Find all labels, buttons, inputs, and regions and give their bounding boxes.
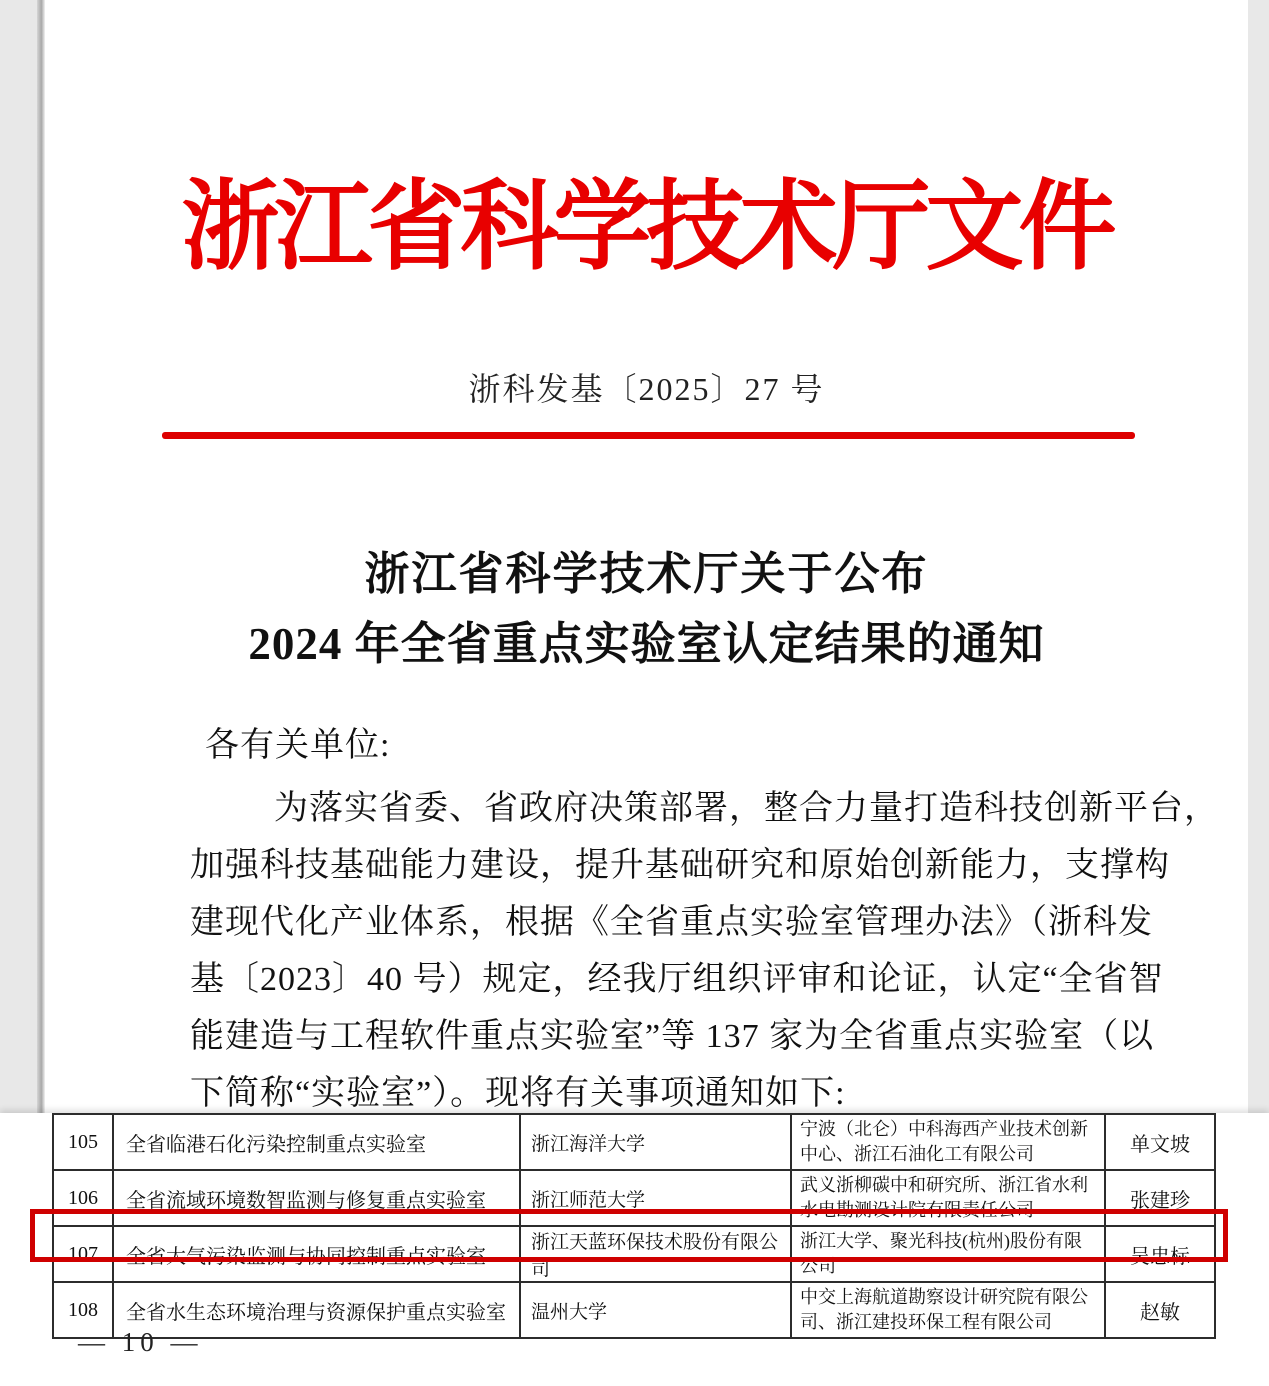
page-edge-shadow [37,0,45,1113]
body-line: 下简称“实验室”）。现将有关事项通知如下: [190,1075,846,1112]
lab-name: 全省流域环境数智监测与修复重点实验室 [113,1170,520,1226]
table-row [53,1114,1215,1170]
row-number: 105 [53,1114,113,1170]
letterhead-title: 浙江省科学技术厅文件 [181,174,1112,282]
lab-table-section [0,1113,1269,1386]
notice-title-line1: 浙江省科学技术厅关于公布 [364,549,929,599]
notice-title-line2: 2024 年全省重点实验室认定结果的通知 [248,619,1045,669]
body-line: 基〔2023〕40 号）规定，经我厅组织评审和论证，认定“全省智 [190,961,1164,998]
lab-director: 张建珍 [1105,1170,1215,1226]
partner-units: 宁波（北仑）中科海西产业技术创新中心、浙江石油化工有限公司 [791,1114,1105,1170]
host-unit: 浙江海洋大学 [520,1114,791,1170]
body-line: 建现代化产业体系，根据《全省重点实验室管理办法》（浙科发 [190,904,1153,941]
page-number: — 10 — [78,1327,203,1357]
partner-units: 浙江大学、聚光科技(杭州)股份有限公司 [791,1226,1105,1282]
document-number: 浙科发基〔2025〕27 号 [468,371,825,407]
lab-director: 赵敏 [1105,1282,1215,1338]
host-unit: 温州大学 [520,1282,791,1338]
row-number: 108 [53,1282,113,1338]
host-unit: 浙江师范大学 [520,1170,791,1226]
body-line: 为落实省委、省政府决策部署，整合力量打造科技创新平台， [274,790,1219,827]
salutation: 各有关单位: [205,727,391,764]
partner-units: 中交上海航道勘察设计研究院有限公司、浙江建投环保工程有限公司 [791,1282,1105,1338]
lab-director: 吴忠标 [1105,1226,1215,1282]
red-divider-line [162,432,1135,439]
lab-name: 全省临港石化污染控制重点实验室 [113,1114,520,1170]
table-row [53,1282,1215,1338]
lab-director: 单文坡 [1105,1114,1215,1170]
lab-name: 全省水生态环境治理与资源保护重点实验室 [113,1282,520,1338]
body-paragraph [190,780,1219,1122]
body-line: 加强科技基础能力建设，提升基础研究和原始创新能力，支撑构 [190,847,1170,884]
host-unit: 浙江天蓝环保技术股份有限公司 [520,1226,791,1282]
row-number: 107 [53,1226,113,1282]
lab-name: 全省大气污染监测与协同控制重点实验室 [113,1226,520,1282]
partner-units: 武义浙柳碳中和研究所、浙江省水利水电勘测设计院有限责任公司 [791,1170,1105,1226]
body-line: 能建造与工程软件重点实验室”等 137 家为全省重点实验室（以 [190,1018,1155,1055]
row-number: 106 [53,1170,113,1226]
red-highlight-box [30,1209,1228,1262]
